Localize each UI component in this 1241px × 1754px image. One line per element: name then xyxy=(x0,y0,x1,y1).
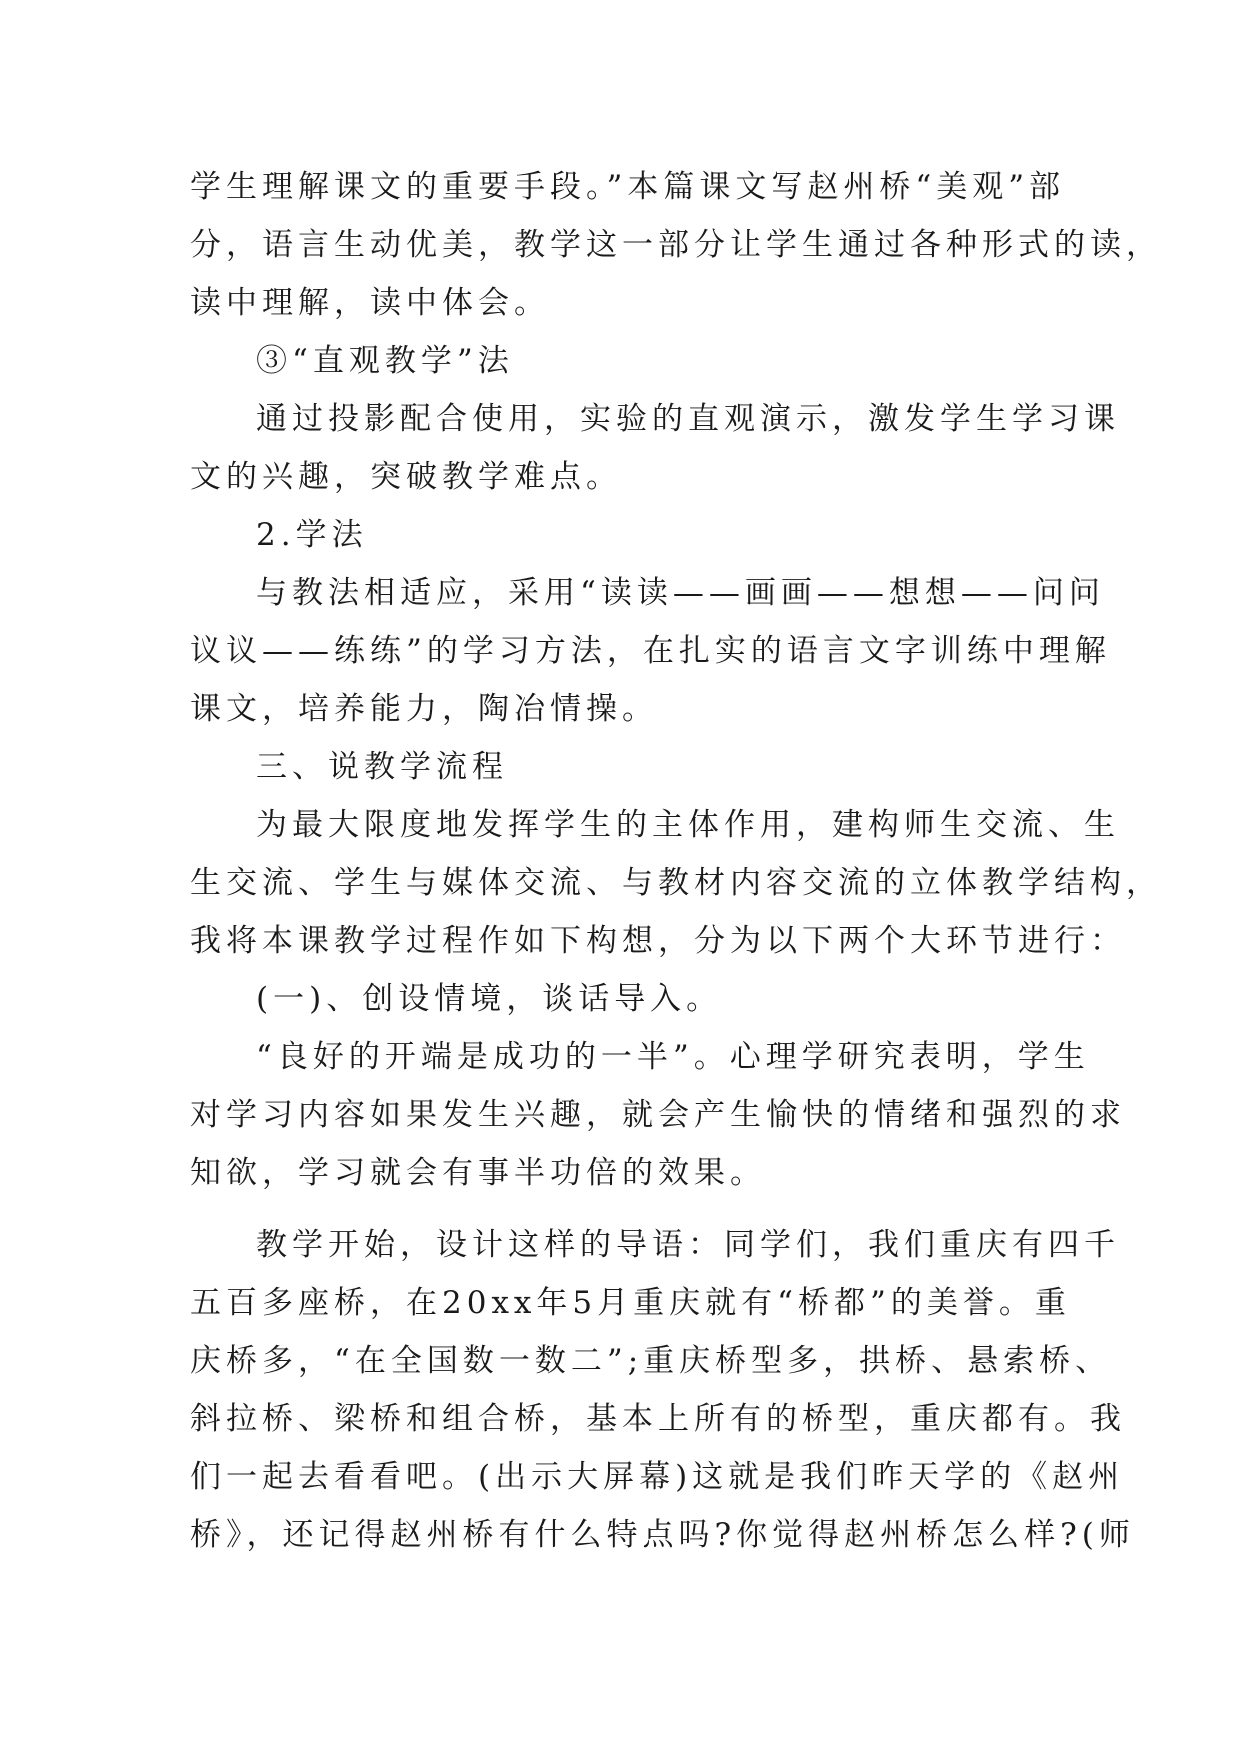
paragraph-line: 学生理解课文的重要手段。”本篇课文写赵州桥“美观”部 xyxy=(190,169,1066,205)
paragraph-line: 生交流、学生与媒体交流、与教材内容交流的立体教学结构， xyxy=(190,865,1162,901)
paragraph-line: 读中理解，读中体会。 xyxy=(190,285,550,321)
paragraph-line: 教学开始，设计这样的导语：同学们，我们重庆有四千 xyxy=(256,1227,1120,1263)
paragraph-line: 对学习内容如果发生兴趣，就会产生愉快的情绪和强烈的求 xyxy=(190,1097,1126,1133)
paragraph-line: 文的兴趣，突破教学难点。 xyxy=(190,459,622,495)
paragraph-line: 与教法相适应，采用“读读——画画——想想——问问 xyxy=(256,575,1105,611)
paragraph-line: 通过投影配合使用，实验的直观演示，激发学生学习课 xyxy=(256,401,1120,437)
paragraph-line: “良好的开端是成功的一半”。心理学研究表明，学生 xyxy=(256,1039,1090,1075)
subheading-line: 2.学法 xyxy=(256,517,368,553)
paragraph-line: 课文，培养能力，陶冶情操。 xyxy=(190,691,658,727)
paragraph-line: 我将本课教学过程作如下构想，分为以下两个大环节进行： xyxy=(190,923,1126,959)
paragraph-line: 斜拉桥、梁桥和组合桥，基本上所有的桥型，重庆都有。我 xyxy=(190,1401,1126,1437)
document-body xyxy=(190,158,1162,1564)
paragraph-line: 五百多座桥，在20xx年5月重庆就有“桥都”的美誉。重 xyxy=(190,1285,1071,1321)
paragraph-line: 们一起去看看吧。(出示大屏幕)这就是我们昨天学的《赵州 xyxy=(190,1459,1125,1495)
subheading-line: ③“直观教学”法 xyxy=(256,343,514,379)
paragraph-line: 为最大限度地发挥学生的主体作用，建构师生交流、生 xyxy=(256,807,1120,843)
subheading-line: (一)、创设情境，谈话导入。 xyxy=(256,981,723,1017)
paragraph-line: 议议——练练”的学习方法，在扎实的语言文字训练中理解 xyxy=(190,633,1111,669)
paragraph-line: 桥》，还记得赵州桥有什么特点吗?你觉得赵州桥怎么样?(师 xyxy=(190,1517,1135,1553)
paragraph-line: 庆桥多，“在全国数一数二”;重庆桥型多，拱桥、悬索桥、 xyxy=(190,1343,1112,1379)
section-heading-line: 三、说教学流程 xyxy=(256,749,508,785)
paragraph-line: 分，语言生动优美，教学这一部分让学生通过各种形式的读， xyxy=(190,227,1162,263)
paragraph-line: 知欲，学习就会有事半功倍的效果。 xyxy=(190,1155,766,1191)
